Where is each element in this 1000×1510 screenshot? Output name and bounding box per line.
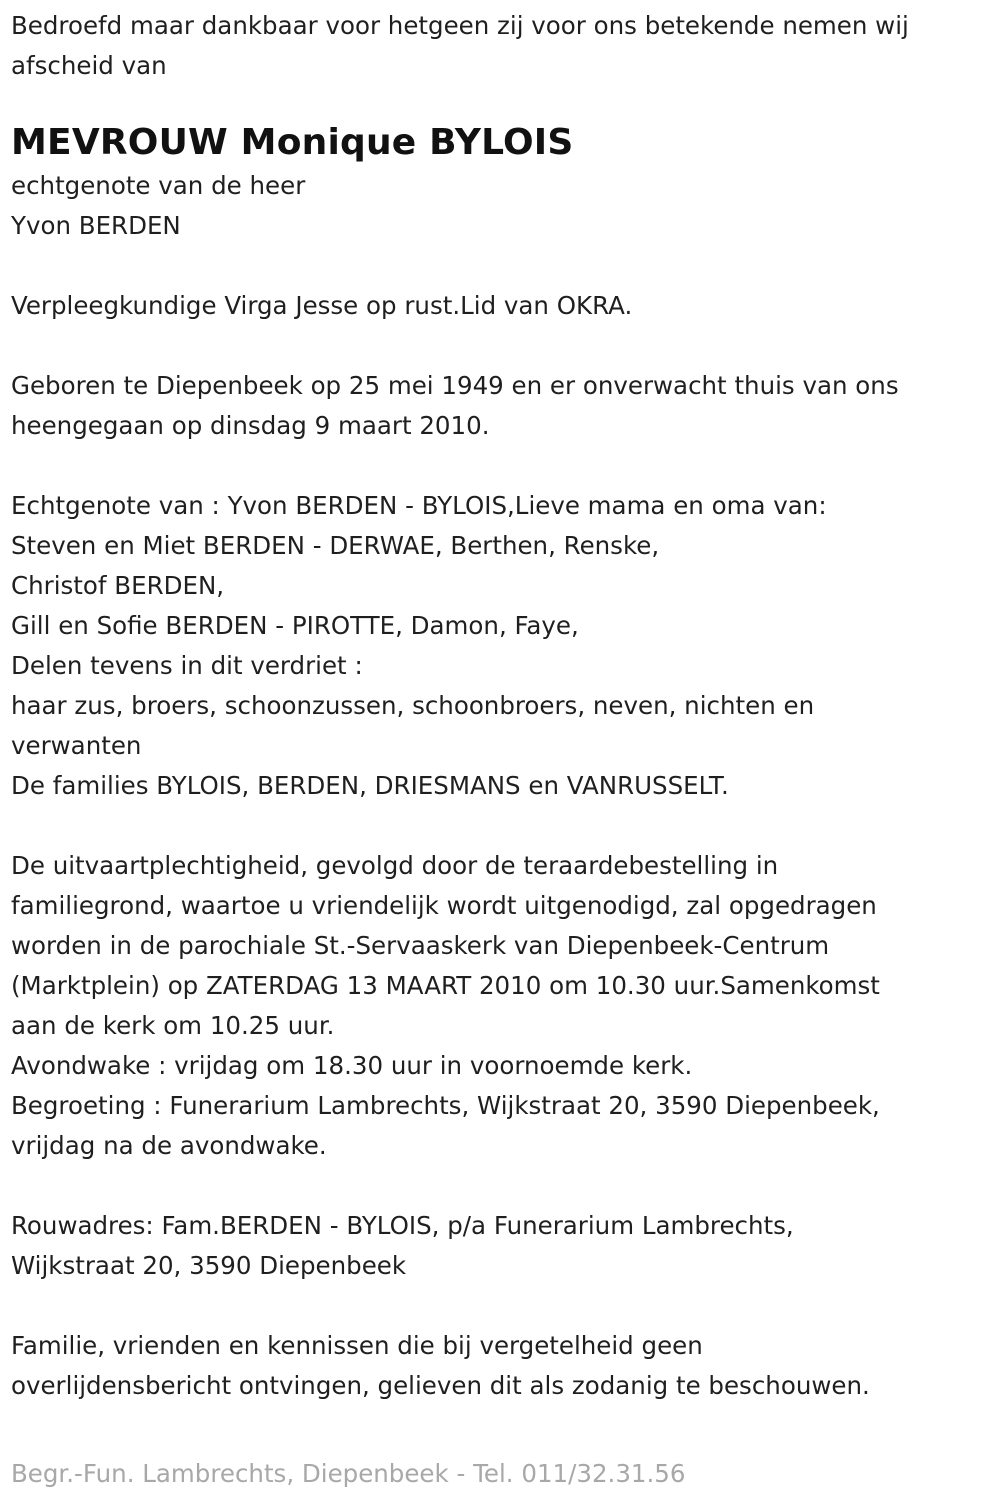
intro-line: Bedroefd maar dankbaar voor hetgeen zij voor ons betekende nemen wij: [11, 11, 909, 40]
intro-line: afscheid van: [11, 51, 167, 80]
family-line: haar zus, broers, schoonzussen, schoonbroers, neven, nichten en: [11, 691, 815, 720]
spacer: [11, 806, 996, 846]
funeral-line: (Marktplein) op ZATERDAG 13 MAART 2010 om 10.30 uur.Samenkomst: [11, 971, 880, 1000]
notice-block: [11, 1326, 996, 1406]
funeral-home-footer: Begr.-Fun. Lambrechts, Diepenbeek - Tel. 011/32.31.56: [11, 1459, 686, 1488]
family-line: Echtgenote van : Yvon BERDEN - BYLOIS,Lieve mama en oma van:: [11, 491, 827, 520]
spacer: [11, 446, 996, 486]
spouse-line: Yvon BERDEN: [11, 211, 181, 240]
spacer: [11, 1166, 996, 1206]
funeral-line: De uitvaartplechtigheid, gevolgd door de teraardebestelling in: [11, 851, 779, 880]
deceased-name: MEVROUW Monique BYLOIS: [11, 122, 574, 163]
spacer: [11, 326, 996, 366]
funeral-block: [11, 846, 996, 1166]
obituary-notice: [11, 6, 996, 1406]
spacer: [11, 246, 996, 286]
funeral-line: familiegrond, waartoe u vriendelijk wordt uitgenodigd, zal opgedragen: [11, 891, 877, 920]
family-block: [11, 486, 996, 806]
notice-line: overlijdensbericht ontvingen, gelieven dit als zodanig te beschouwen.: [11, 1371, 870, 1400]
spouse-line: echtgenote van de heer: [11, 171, 306, 200]
family-line: Christof BERDEN,: [11, 571, 225, 600]
family-line: Steven en Miet BERDEN - DERWAE, Berthen, Renske,: [11, 531, 660, 560]
birth-death-line: heengegaan op dinsdag 9 maart 2010.: [11, 411, 490, 440]
mourning-address-block: [11, 1206, 996, 1286]
birth-death-line: Geboren te Diepenbeek op 25 mei 1949 en er onverwacht thuis van ons: [11, 371, 899, 400]
family-line: Gill en Sofie BERDEN - PIROTTE, Damon, Faye,: [11, 611, 579, 640]
spouse-block: [11, 166, 996, 246]
funeral-line: worden in de parochiale St.-Servaaskerk van Diepenbeek-Centrum: [11, 931, 830, 960]
family-line: De families BYLOIS, BERDEN, DRIESMANS en VANRUSSELT.: [11, 771, 729, 800]
occupation-line: Verpleegkundige Virga Jesse op rust.Lid van OKRA.: [11, 291, 633, 320]
funeral-line: aan de kerk om 10.25 uur.: [11, 1011, 335, 1040]
intro-block: [11, 6, 996, 86]
spacer: [11, 1286, 996, 1326]
family-line: verwanten: [11, 731, 142, 760]
funeral-line: Begroeting : Funerarium Lambrechts, Wijkstraat 20, 3590 Diepenbeek,: [11, 1091, 880, 1120]
funeral-line: Avondwake : vrijdag om 18.30 uur in voornoemde kerk.: [11, 1051, 693, 1080]
notice-line: Familie, vrienden en kennissen die bij vergetelheid geen: [11, 1331, 703, 1360]
mourning-address-line: Wijkstraat 20, 3590 Diepenbeek: [11, 1251, 407, 1280]
funeral-line: vrijdag na de avondwake.: [11, 1131, 327, 1160]
mourning-address-line: Rouwadres: Fam.BERDEN - BYLOIS, p/a Funerarium Lambrechts,: [11, 1211, 794, 1240]
birth-death-block: [11, 366, 996, 446]
family-line: Delen tevens in dit verdriet :: [11, 651, 363, 680]
